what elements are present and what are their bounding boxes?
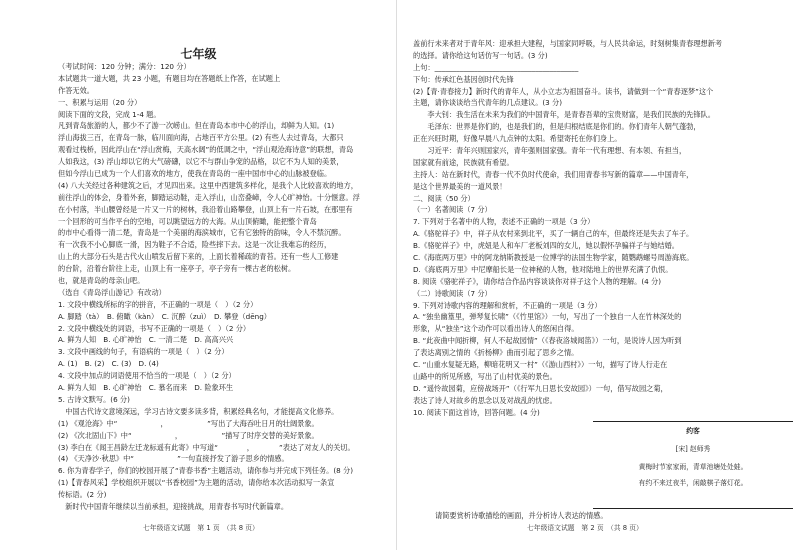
right-line: 的选择。请你给这句话仿写一句话。(3 分)	[413, 50, 548, 60]
left-line: 但如今浮山已成为一个人们喜欢的地方，使我在青岛的一座中国市中心的山脉被登临。	[58, 169, 332, 179]
right-line: 10. 阅读下面这首诗，回答问题。(4 分)	[413, 407, 540, 417]
left-line: (2) 《次北固山下》中“ ， ”描写了时序交替的美好景象。	[58, 430, 319, 440]
left-line: A. 鲜为人知 B. 心旷神怡 C. 一清二楚 D. 高高兴兴	[58, 335, 234, 345]
right-line: C.《海底两万里》中的阿龙纳斯教授是一位博学的法国生物学家，随鹦鹉螺号周游海底。	[413, 253, 694, 263]
right-line: 了表达离别之情的《折杨柳》曲而引起了思乡之情。	[413, 348, 579, 358]
right-line: 国家就有前途，民族就有希望。	[413, 157, 514, 167]
right-line: 毛泽东：世界是你们的，也是我们的，但是归根结底是你们的。你们青年人朝气蓬勃，	[413, 122, 701, 132]
right-line: 习近平：青年兴则国家兴，青年强则国家强。青年一代有理想、有本领、有担当，	[413, 146, 687, 156]
left-line: 1. 文段中横线所标的字的拼音，不正确的一项是（ ）（2 分）	[58, 299, 258, 309]
left-line: 4. 文段中加点的词语使用不恰当的一项是（ ）（2 分）	[58, 371, 236, 381]
right-line: 上句：________________________________________	[413, 62, 579, 72]
poem-line-1: 黄梅时节家家雨，青草池塘处处蛙。	[638, 463, 748, 471]
poem-title: 约客	[686, 427, 700, 435]
left-line: A. (1) B. (2) C. (3) D. (4)	[58, 359, 159, 369]
left-line: 阅读下面的文段，完成 1-4 题。	[58, 109, 161, 119]
left-line: 本试题共一道大题，共 23 小题，有题目均在答题纸上作答，在试题上	[58, 73, 281, 83]
left-line: 山上的大部分石头是古代火山喷发后留下来的，上面长着稀疏的青苔。还有一些人工修建	[58, 252, 339, 262]
right-line: D.《海底两万里》中尼摩船长是一位神秘的人物，他对陆地上的世界充满了仇恨。	[413, 264, 673, 274]
left-line: 中国古代诗文意境深远，学习古诗文要多读多背，积累经典名句，才能提高文化修养。	[58, 406, 339, 416]
left-line: 3. 文段中画线的句子，有语病的一项是（ ）（2 分）	[58, 347, 229, 357]
left-line: A. 脚踏（tà） B. 俯瞰（kàn） C. 沉醉（zuì） D. 攀登（dēng）	[58, 311, 271, 321]
right-line: 正在兴旺时期，好像早晨八九点钟的太阳。希望寄托在你们身上。	[413, 134, 622, 144]
left-line: 作答无效。	[58, 85, 94, 95]
left-page-footer: 七年级语文试题 第 1 页 （共 8 页）	[143, 524, 259, 532]
left-line: 的台阶，沿着台阶往上走，山顶上有一座亭子，亭子旁有一棵古老的松树。	[58, 264, 296, 274]
right-line: 9. 下列对诗歌内容的理解和赏析，不正确的一项是（3 分）	[413, 300, 602, 310]
poem-line-2: 有约不来过夜半，闲敲棋子落灯花。	[638, 479, 748, 487]
left-line: （选自《青岛浮山游记》有改动）	[58, 287, 166, 297]
left-line: (4) 《天净沙·秋思》中“ ”一句直接抒发了游子思乡的情感。	[58, 454, 289, 464]
left-line: 浮山海拔三百，在青岛一脉，临川面向海，占地百平方公里。(2) 有些人去过青岛，大都只	[58, 133, 344, 143]
left-line: 凡到青岛旅游的人，都少不了游一次崂山。但在青岛本市中心的浮山，却鲜为人知。(1)	[58, 121, 335, 131]
right-line: B. “此夜曲中闻折柳，何人不起故园情”（《春夜洛城闻笛》）一句，是说诗人因为听到	[413, 336, 682, 346]
right-line: (2)【青·青春接力】新时代的青年人，从小立志为祖国奋斗。读书，请做到一个“青春逐梦”这个	[413, 86, 714, 96]
left-line: A. 鲜为人知 B. 心旷神怡 C. 慕名而来 D. 险象环生	[58, 383, 234, 393]
right-line: 主持人：站在新时代，青春一代不负时代使命，我们用青春书写新的篇章——中国青年，	[413, 169, 694, 179]
right-line: 盖前行未来者对于青年风：迎承担大建程，与国家同呼吸，与人民共命运，时刻树集青春理想新考	[413, 39, 723, 48]
right-line: 二、阅读（50 分）	[413, 193, 475, 203]
right-last-line: 请简要赏析诗歌描绘的画面，并分析诗人表达的情感。	[435, 511, 608, 520]
right-line: 下句：传承红色基因创时代先锋	[413, 74, 514, 84]
left-line: 前往浮山的体会，身着外套，脚踏运动鞋，走入浮山，山峦叠嶂，令人心旷神怡。十分惬意。浮	[58, 192, 360, 202]
right-line: 主题，请你谈谈给当代青年的几点建议。(3 分)	[413, 98, 563, 108]
right-line: 山路中的所见所感，写出了山村优美的景色。	[413, 371, 557, 381]
poem-author: [宋] 赵师秀	[675, 445, 711, 453]
exam-title: 七年级	[180, 47, 217, 61]
right-page-footer: 七年级语文试题 第 2 页 （共 8 页）	[527, 524, 643, 532]
right-line: （二）诗歌阅读（7 分）	[413, 288, 492, 298]
left-page-text	[58, 61, 380, 513]
left-line: 也，就是青岛的母亲山吧。	[58, 276, 145, 286]
right-line: 7. 下列对于名著中的人物，表述不正确的一项是（3 分）	[413, 217, 595, 227]
left-line: 观看过栈桥，因此浮山在“浮山赏梅，天高水阔”的低调之中，“浮山观沧海诗意”的联想，青岛	[58, 145, 354, 155]
left-line: 的市中心看得一清二楚，青岛是一个美丽的海滨城市，它有它独特的韵味，令人不禁沉醉。	[58, 228, 346, 238]
left-line: (3) 李白在《闻王昌龄左迁龙标遥有此寄》中写道“ ， ”表达了对友人的关切。	[58, 442, 355, 452]
left-line: 6. 你为青春学子，你们的校园开展了“青春书香”主题活动，请你参与并完成下列任务。(8 分)	[58, 466, 353, 476]
left-line: 一个回形的可当作平台的空地，可以眺望远方的大海。从山顶俯瞰，能把整个青岛	[58, 216, 317, 226]
poem-box	[593, 421, 793, 509]
right-line: 表达了诗人对故乡的思念以及对战乱的忧虑。	[413, 395, 557, 405]
right-line: C. “山重水复疑无路，柳暗花明又一村”（《游山西村》）一句，描写了诗人行走在	[413, 360, 668, 370]
left-line: (1) 《观沧海》中“ ， ”写出了大海吞吐日月的壮阔景象。	[58, 418, 319, 428]
right-line: 形象，从“独坐”这个动作可以看出诗人的悠闲自得。	[413, 324, 579, 334]
right-line: 李大钊：我生活在未来为我们的中国青年，是青春吾辈的宝贵财富，是我们民族的先锋队。	[413, 110, 715, 120]
left-line: 人如我这，(3) 浮山却以它的大气磅礴，以它不与群山争宠的品格，以它不为人知的美景，	[58, 157, 344, 167]
left-line: (1)【青春风采】学校组织开展以“书香校园”为主题的活动，请你给本次活动拟写一条宣	[58, 478, 335, 488]
left-line: 新时代中国青年继续以当前承担，迎接挑战，用青春书写时代新篇章。	[58, 501, 289, 511]
right-line: （一）名著阅读（7 分）	[413, 205, 492, 215]
left-line: （考试时间：120 分钟；满分：120 分）	[58, 62, 191, 71]
left-line: 传标语。(2 分)	[58, 490, 107, 500]
right-line: A.《骆驼祥子》中，祥子从农村来到北平，买了一辆自己的车，但最终还是失去了车子。	[413, 229, 694, 239]
right-line: D. “遥怜故园菊，应傍战场开”（《行军九日思长安故园》）一句，借写故园之菊，	[413, 383, 668, 393]
right-line: 8. 阅读《骆驼祥子》，请你结合作品内容谈谈你对祥子这个人物的理解。(4 分)	[413, 276, 662, 286]
left-line: 5. 古诗文默写。(6 分)	[58, 394, 130, 404]
left-line: (4) 八大关经过各种建筑之后，才见四出来。这里中西建筑多样化，是我个人比较喜欢的地方，	[58, 180, 358, 190]
left-line: 有一次我不小心脚底一滑，因为鞋子不合适，险些摔下去。这是一次让我难忘的经历，	[58, 240, 332, 250]
right-line: B.《骆驼祥子》中，虎妞是人和车厂老板刘四的女儿，她以假怀孕骗祥子与她结婚。	[413, 241, 679, 251]
right-page-text	[413, 38, 783, 419]
left-line: 一、积累与运用（20 分）	[58, 97, 142, 107]
right-line: A. “独坐幽篁里，弹琴复长啸”（《竹里馆》）一句，写出了一个独自一人在竹林深处的	[413, 312, 682, 322]
right-page	[397, 0, 794, 550]
right-line: 是这个世界最美的一道风景！	[413, 181, 507, 191]
left-line: 2. 文段中横线处的词语，书写不正确的一项是（ ）（2 分）	[58, 323, 251, 333]
left-line: 在小村落，半山腰曾经是一片又一片的树林，我沿着山路攀登，山顶上有一片石坡，在那里有	[58, 204, 353, 214]
